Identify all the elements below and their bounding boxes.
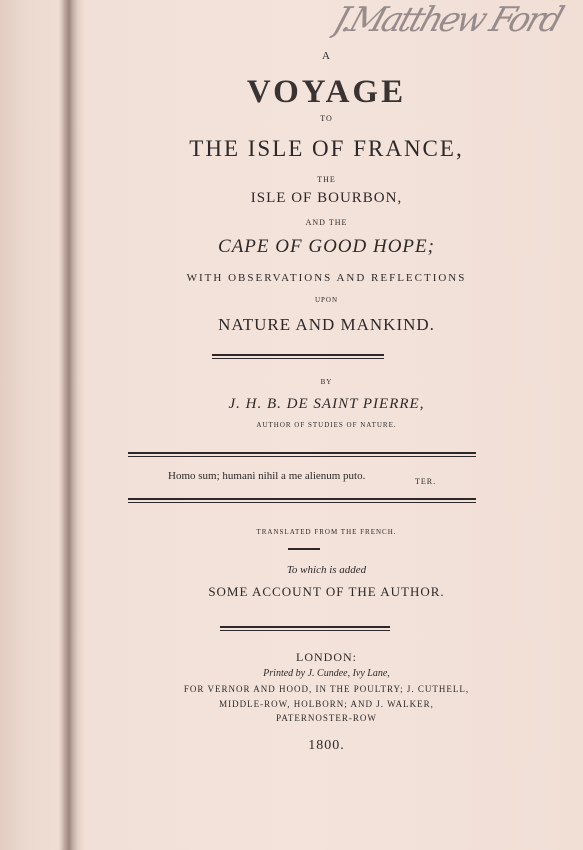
epigraph-rule-bottom [128, 498, 476, 503]
added-intro: To which is added [286, 564, 367, 576]
title-observations: WITH OBSERVATIONS AND REFLECTIONS [186, 272, 467, 284]
title-isle-of-france: THE ISLE OF FRANCE, [189, 136, 464, 161]
epigraph-text: Homo sum; humani nihil a me alienum puto. [168, 470, 366, 482]
added-title: SOME ACCOUNT OF THE AUTHOR. [208, 584, 445, 599]
translated-line: TRANSLATED FROM THE FRENCH. [256, 528, 397, 536]
imprint-line-1: FOR VERNOR AND HOOD, IN THE POULTRY; J. CUTHELL, [183, 684, 470, 694]
title-upon: UPON [314, 296, 339, 304]
imprint-line-3: PATERNOSTER-ROW [276, 713, 377, 723]
author-note: AUTHOR OF STUDIES OF NATURE. [256, 421, 397, 429]
by-label: BY [320, 378, 333, 386]
title-to: TO [320, 114, 333, 123]
divider-rule-2 [220, 626, 390, 631]
imprint-line-2: MIDDLE-ROW, HOLBORN; AND J. WALKER, [219, 699, 434, 709]
imprint-city: LONDON: [296, 650, 357, 664]
title-nature: NATURE AND MANKIND. [218, 315, 435, 334]
title-and-the: AND THE [305, 218, 348, 227]
handwritten-signature: J.Matthew Ford [328, 0, 566, 40]
short-rule [288, 548, 320, 550]
author-name: J. H. B. DE SAINT PIERRE, [228, 396, 425, 412]
epigraph-rule-top [128, 452, 476, 457]
publication-year: 1800. [308, 738, 345, 753]
title-the: THE [317, 175, 336, 184]
title-article: A [322, 50, 331, 62]
epigraph-source: TER. [415, 477, 437, 486]
imprint-printer: Printed by J. Cundee, Ivy Lane, [263, 668, 390, 679]
divider-rule-1 [212, 354, 384, 359]
title-bourbon: ISLE OF BOURBON, [250, 190, 403, 206]
title-cape: CAPE OF GOOD HOPE; [218, 236, 435, 257]
title-voyage: VOYAGE [246, 74, 407, 110]
